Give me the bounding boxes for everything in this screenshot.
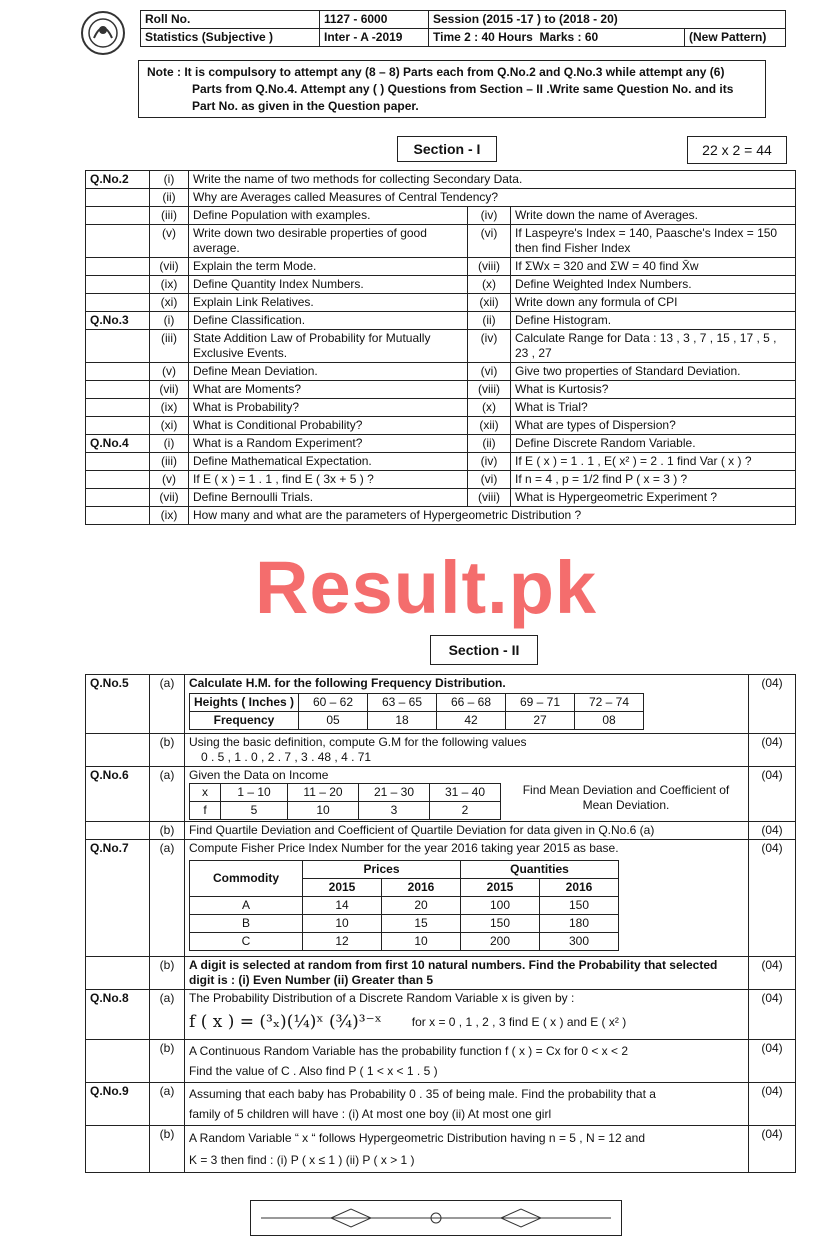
section-1-marks: 22 x 2 = 44 (687, 136, 787, 164)
q6-b-label: (b) (150, 822, 185, 840)
q9-b-text-2: K = 3 then find : (i) P ( x ≤ 1 ) (ii) P ( x > 1 ) (189, 1153, 415, 1167)
part-text: Define Discrete Random Variable. (511, 435, 796, 453)
marks: Marks : 60 (539, 30, 599, 44)
q6-a-text: Given the Data on Income (189, 768, 329, 782)
part-text: If ΣWx = 320 and ΣW = 40 find X̄w (511, 258, 796, 276)
time-marks (429, 29, 685, 47)
q5-a-row (86, 675, 796, 734)
part-label: (xii) (468, 294, 511, 312)
part-label: (vii) (150, 489, 189, 507)
part-label: (i) (150, 312, 189, 330)
header-table (140, 10, 786, 47)
part-label: (x) (468, 276, 511, 294)
q9-a-text-2: family of 5 children will have : (i) At most one boy (ii) At most one girl (189, 1107, 552, 1121)
part-label: (vi) (468, 471, 511, 489)
empty-cell (86, 822, 150, 840)
commodity-name: B (190, 915, 303, 933)
note-line-1: Note : It is compulsory to attempt any (8 – 8) Parts each from Q.No.2 and Q.No.3 while attempt any (6) (147, 65, 725, 79)
part-label: (iv) (468, 207, 511, 225)
q8-a-label: (a) (150, 990, 185, 1040)
commodity-name: A (190, 897, 303, 915)
part-text: How many and what are the parameters of Hypergeometric Distribution ? (189, 507, 796, 525)
q7-label: Q.No.7 (86, 840, 150, 957)
part-label: (ix) (150, 507, 189, 525)
part-text: If E ( x ) = 1 . 1 , find E ( 3x + 5 ) ? (189, 471, 468, 489)
part-label: (ii) (468, 312, 511, 330)
part-label: (viii) (468, 258, 511, 276)
question-row (86, 435, 796, 453)
empty-cell (86, 1126, 150, 1173)
part-label: (vi) (468, 363, 511, 381)
q9-b-cell (185, 1126, 749, 1173)
part-label: (ii) (150, 189, 189, 207)
q9-a-marks: (04) (749, 1083, 796, 1126)
q9-b-text-1: A Random Variable “ x “ follows Hypergeometric Distribution having n = 5 , N = 12 and (189, 1131, 645, 1145)
section-2-table (85, 674, 796, 1173)
note-line-2: Parts from Q.No.4. Attempt any ( ) Questions from Section – II .Write same Question No. and its (192, 82, 734, 96)
q5-b-text: Using the basic definition, compute G.M for the following values (189, 735, 527, 749)
part-text: What are Moments? (189, 381, 468, 399)
x-class: 31 – 40 (430, 784, 501, 802)
watermark: Result.pk (255, 546, 598, 629)
question-row (86, 312, 796, 330)
part-label: (iii) (150, 330, 189, 363)
quantity-cell: 180 (540, 915, 619, 933)
part-text: Define Mean Deviation. (189, 363, 468, 381)
height-class: 66 – 68 (437, 694, 506, 712)
question-number: Q.No.3 (86, 312, 150, 330)
q5-b-label: (b) (150, 734, 185, 767)
q7-a-marks: (04) (749, 840, 796, 957)
q8-b-text-1: A Continuous Random Variable has the probability function f ( x ) = Cx for 0 < x < 2 (189, 1044, 629, 1058)
q7-b-marks: (04) (749, 957, 796, 990)
question-row (86, 171, 796, 189)
frequency-value: 08 (575, 712, 644, 730)
price-cell: 10 (303, 915, 382, 933)
part-text: Define Histogram. (511, 312, 796, 330)
part-text: What is Hypergeometric Experiment ? (511, 489, 796, 507)
section-2-title: Section - II (430, 635, 538, 665)
q8-b-marks: (04) (749, 1040, 796, 1083)
session: Session (2015 -17 ) to (2018 - 20) (429, 11, 786, 29)
part-text: Calculate Range for Data : 13 , 3 , 7 , 15 , 17 , 5 , 23 , 27 (511, 330, 796, 363)
part-text: Explain Link Relatives. (189, 294, 468, 312)
year-header: 2016 (540, 879, 619, 897)
f-value: 2 (430, 802, 501, 820)
question-number: Q.No.4 (86, 435, 150, 453)
quantities-label: Quantities (461, 861, 619, 879)
part-label: (x) (468, 399, 511, 417)
x-label: x (190, 784, 221, 802)
part-text: What is Conditional Probability? (189, 417, 468, 435)
subject: Statistics (Subjective ) (141, 29, 320, 47)
part-label: (v) (150, 471, 189, 489)
question-number (86, 294, 150, 312)
q6-b-marks: (04) (749, 822, 796, 840)
question-number (86, 507, 150, 525)
part-text: What is a Random Experiment? (189, 435, 468, 453)
part-text: What is Trial? (511, 399, 796, 417)
question-row (86, 294, 796, 312)
q9-a-row (86, 1083, 796, 1126)
part-text: What are types of Dispersion? (511, 417, 796, 435)
instructions-note (138, 60, 766, 118)
x-class: 1 – 10 (221, 784, 288, 802)
part-label: (ix) (150, 399, 189, 417)
footer-ornament (250, 1200, 622, 1236)
part-text: Write down the name of Averages. (511, 207, 796, 225)
q8-b-cell (185, 1040, 749, 1083)
part-label: (vii) (150, 258, 189, 276)
part-label: (viii) (468, 381, 511, 399)
part-label: (iv) (468, 330, 511, 363)
part-text: Explain the term Mode. (189, 258, 468, 276)
question-number (86, 330, 150, 363)
frequency-label: Frequency (190, 712, 299, 730)
paper-code: 1127 - 6000 (320, 11, 429, 29)
f-value: 3 (359, 802, 430, 820)
q6-a-label: (a) (150, 767, 185, 822)
question-number (86, 225, 150, 258)
part-label: (v) (150, 225, 189, 258)
part-text: If n = 4 , p = 1/2 find P ( x = 3 ) ? (511, 471, 796, 489)
f-value: 10 (288, 802, 359, 820)
question-number (86, 417, 150, 435)
q6-a-cell (185, 767, 749, 822)
question-row (86, 417, 796, 435)
part-text: If E ( x ) = 1 . 1 , E( x² ) = 2 . 1 find Var ( x ) ? (511, 453, 796, 471)
frequency-value: 05 (299, 712, 368, 730)
q6-a-row (86, 767, 796, 822)
f-label: f (190, 802, 221, 820)
f-value: 5 (221, 802, 288, 820)
question-row (86, 207, 796, 225)
part-text: What is Probability? (189, 399, 468, 417)
part-label: (vi) (468, 225, 511, 258)
part-label: (iii) (150, 453, 189, 471)
question-number (86, 276, 150, 294)
part-label: (i) (150, 171, 189, 189)
x-class: 21 – 30 (359, 784, 430, 802)
part-text: State Addition Law of Probability for Mutually Exclusive Events. (189, 330, 468, 363)
section-1-table (85, 170, 796, 525)
year-header: 2015 (461, 879, 540, 897)
roll-label: Roll No. (141, 11, 320, 29)
question-number: Q.No.2 (86, 171, 150, 189)
q8-a-marks: (04) (749, 990, 796, 1040)
q9-a-text-1: Assuming that each baby has Probability 0 . 35 of being male. Find the probability that a (189, 1087, 656, 1101)
exam: Inter - A -2019 (320, 29, 429, 47)
q9-b-label: (b) (150, 1126, 185, 1173)
q6-label: Q.No.6 (86, 767, 150, 822)
q6-b-row (86, 822, 796, 840)
q5-a-label: (a) (150, 675, 185, 734)
question-row (86, 225, 796, 258)
q8-a-text: The Probability Distribution of a Discrete Random Variable x is given by : (189, 991, 575, 1005)
prices-label: Prices (303, 861, 461, 879)
question-row (86, 507, 796, 525)
q7-a-text: Compute Fisher Price Index Number for the year 2016 taking year 2015 as base. (189, 841, 619, 855)
q5-b-row (86, 734, 796, 767)
q8-b-row (86, 1040, 796, 1083)
question-row (86, 489, 796, 507)
board-logo (72, 8, 134, 58)
q8-b-text-2: Find the value of C . Also find P ( 1 < x < 1 . 5 ) (189, 1064, 438, 1078)
q7-b-row (86, 957, 796, 990)
q9-a-label: (a) (150, 1083, 185, 1126)
q7-b-label: (b) (150, 957, 185, 990)
year-header: 2016 (382, 879, 461, 897)
q5-b-values: 0 . 5 , 1 . 0 , 2 . 7 , 3 . 48 , 4 . 71 (201, 750, 372, 764)
q5-freq-table (189, 693, 644, 730)
price-cell: 14 (303, 897, 382, 915)
q5-b-marks: (04) (749, 734, 796, 767)
part-text: Write down any formula of CPI (511, 294, 796, 312)
part-label: (xii) (468, 417, 511, 435)
q5-a-marks: (04) (749, 675, 796, 734)
q9-label: Q.No.9 (86, 1083, 150, 1126)
part-text: Give two properties of Standard Deviation. (511, 363, 796, 381)
part-label: (iii) (150, 207, 189, 225)
part-text: If Laspeyre's Index = 140, Paasche's Index = 150 then find Fisher Index (511, 225, 796, 258)
q9-b-row (86, 1126, 796, 1173)
x-class: 11 – 20 (288, 784, 359, 802)
part-text: Define Classification. (189, 312, 468, 330)
question-number (86, 381, 150, 399)
q8-label: Q.No.8 (86, 990, 150, 1040)
question-row (86, 363, 796, 381)
question-row (86, 471, 796, 489)
frequency-value: 42 (437, 712, 506, 730)
part-text: Write the name of two methods for collecting Secondary Data. (189, 171, 796, 189)
q6-income-table (189, 783, 501, 820)
note-line-3: Part No. as given in the Question paper. (192, 99, 419, 113)
question-number (86, 489, 150, 507)
part-label: (ix) (150, 276, 189, 294)
q9-a-cell (185, 1083, 749, 1126)
question-number (86, 363, 150, 381)
part-text: Define Bernoulli Trials. (189, 489, 468, 507)
question-row (86, 276, 796, 294)
price-cell: 12 (303, 933, 382, 951)
question-number (86, 453, 150, 471)
q6-a-marks: (04) (749, 767, 796, 822)
empty-cell (86, 734, 150, 767)
quantity-cell: 150 (540, 897, 619, 915)
height-class: 63 – 65 (368, 694, 437, 712)
height-class: 69 – 71 (506, 694, 575, 712)
q5-label: Q.No.5 (86, 675, 150, 734)
q8-a-row (86, 990, 796, 1040)
price-cell: 10 (382, 933, 461, 951)
q9-b-marks: (04) (749, 1126, 796, 1173)
price-cell: 15 (382, 915, 461, 933)
question-number (86, 189, 150, 207)
question-number (86, 399, 150, 417)
q5-b-cell (185, 734, 749, 767)
part-label: (viii) (468, 489, 511, 507)
quantity-cell: 150 (461, 915, 540, 933)
part-text: Define Weighted Index Numbers. (511, 276, 796, 294)
pattern: (New Pattern) (685, 29, 786, 47)
price-cell: 20 (382, 897, 461, 915)
question-row (86, 189, 796, 207)
part-label: (v) (150, 363, 189, 381)
part-label: (xi) (150, 294, 189, 312)
question-row (86, 453, 796, 471)
part-label: (vii) (150, 381, 189, 399)
question-row (86, 399, 796, 417)
section-1-title: Section - I (397, 136, 497, 162)
question-number (86, 258, 150, 276)
q5-a-text: Calculate H.M. for the following Frequency Distribution. (189, 676, 506, 690)
q6-a-side-text: Find Mean Deviation and Coefficient of Mean Deviation. (522, 783, 730, 812)
q7-a-row (86, 840, 796, 957)
q8-b-label: (b) (150, 1040, 185, 1083)
part-label: (ii) (468, 435, 511, 453)
part-label: (iv) (468, 453, 511, 471)
q5-a-cell (185, 675, 749, 734)
part-label: (i) (150, 435, 189, 453)
question-number (86, 471, 150, 489)
commodity-name: C (190, 933, 303, 951)
question-row (86, 258, 796, 276)
commodity-label: Commodity (190, 861, 303, 897)
part-text: Why are Averages called Measures of Central Tendency? (189, 189, 796, 207)
question-row (86, 381, 796, 399)
time: Time 2 : 40 Hours (433, 30, 533, 44)
part-text: What is Kurtosis? (511, 381, 796, 399)
empty-cell (86, 1040, 150, 1083)
q7-a-label: (a) (150, 840, 185, 957)
height-class: 60 – 62 (299, 694, 368, 712)
frequency-value: 27 (506, 712, 575, 730)
quantity-cell: 100 (461, 897, 540, 915)
frequency-value: 18 (368, 712, 437, 730)
height-class: 72 – 74 (575, 694, 644, 712)
part-text: Define Mathematical Expectation. (189, 453, 468, 471)
q7-price-table (189, 860, 619, 951)
question-row (86, 330, 796, 363)
q7-a-cell (185, 840, 749, 957)
year-header: 2015 (303, 879, 382, 897)
part-text: Write down two desirable properties of good average. (189, 225, 468, 258)
q8-a-cell (185, 990, 749, 1040)
quantity-cell: 200 (461, 933, 540, 951)
quantity-cell: 300 (540, 933, 619, 951)
part-text: Define Population with examples. (189, 207, 468, 225)
q6-b-text: Find Quartile Deviation and Coefficient of Quartile Deviation for data given in Q.No.6 (a) (185, 822, 749, 840)
part-label: (xi) (150, 417, 189, 435)
part-text: Define Quantity Index Numbers. (189, 276, 468, 294)
q8-formula-tail: for x = 0 , 1 , 2 , 3 find E ( x ) and E ( x² ) (411, 1014, 627, 1029)
q8-formula: f ( x ) = (³ₓ)(¼)ˣ (¾)³⁻ˣ (189, 1011, 382, 1032)
empty-cell (86, 957, 150, 990)
heights-label: Heights ( Inches ) (190, 694, 299, 712)
question-number (86, 207, 150, 225)
q7-b-text: A digit is selected at random from first 10 natural numbers. Find the Probability that selected digit is : (i) Even Number (ii) Greater than 5 (185, 957, 749, 990)
